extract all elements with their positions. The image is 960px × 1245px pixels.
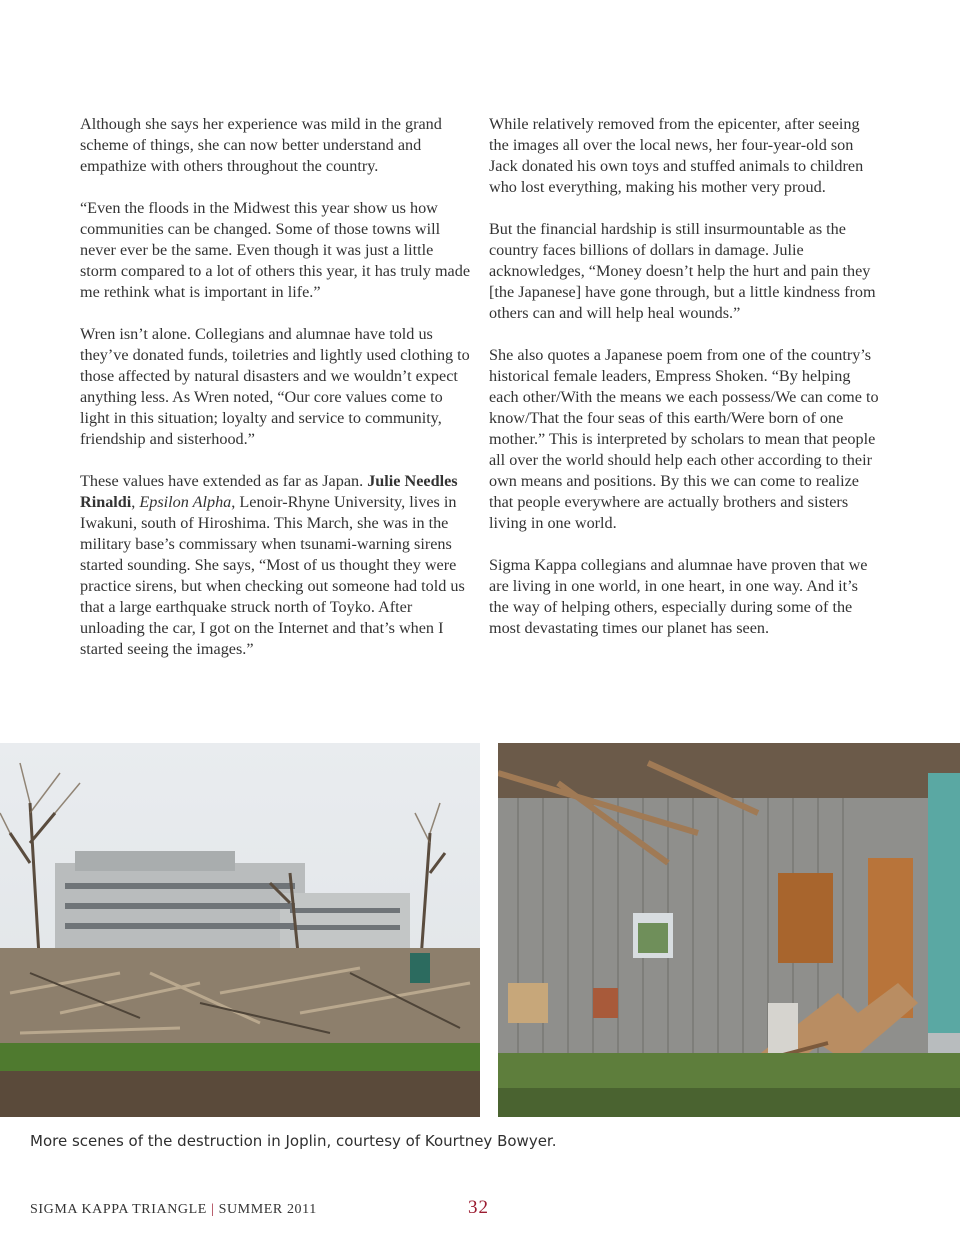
member-name: Julie Needles Rinaldi xyxy=(80,472,458,511)
paragraph: “Even the floods in the Midwest this year show us how communities can be changed. Some of those towns will never ever be the same. Even though it was just a little storm compared to a lot of others this year, it has truly made me rethink what is important in life.” xyxy=(80,199,471,301)
paragraph: Sigma Kappa collegians and alumnae have proven that we are living in one world, in one heart, in one way. And it’s the way of helping others, especially during some of the most devastating times our planet has seen. xyxy=(489,556,868,637)
photo-caption: More scenes of the destruction in Joplin, courtesy of Kourtney Bowyer. xyxy=(30,1132,557,1150)
paragraph xyxy=(80,471,472,660)
debris-building-image xyxy=(0,743,480,1117)
publication-name: SIGMA KAPPA TRIANGLE xyxy=(30,1202,207,1217)
punctuation: , xyxy=(131,493,140,511)
paragraph-intro: These values have extended as far as Japan. xyxy=(80,472,368,490)
article-column-left xyxy=(80,114,472,681)
footer-separator: | xyxy=(211,1202,215,1217)
chapter-name: Epsilon Alpha xyxy=(139,493,232,511)
page-number: 32 xyxy=(468,1197,489,1218)
page-footer xyxy=(30,1202,317,1218)
paragraph: But the financial hardship is still insurmountable as the country faces billions of dollars in damage. Julie acknowledges, “Money doesn’t help the hurt and pain they [the Japanese] have gone through, but a little kindness from others can and will help heal wounds.” xyxy=(489,220,876,322)
article-column-right xyxy=(489,114,881,660)
photo-destroyed-house-interior xyxy=(498,743,960,1117)
paragraph: Although she says her experience was mild in the grand scheme of things, she can now better understand and empathize with others throughout the country. xyxy=(80,115,442,175)
photo-debris-building xyxy=(0,743,480,1117)
paragraph: She also quotes a Japanese poem from one of the country’s historical female leaders, Empress Shoken. “By helping each other/With the means we each possess/We can come to know/That the four seas of this earth/Were born of one mother.” This is interpreted by scholars to mean that people all over the world should help each other according to their own means and positions. By this we can come to realize that people everywhere are actually brothers and sisters living in one world. xyxy=(489,346,879,532)
paragraph-rest: , Lenoir-Rhyne University, lives in Iwakuni, south of Hiroshima. This March, she was in the military base’s commissary when tsunami-warning sirens started sounding. She says, “Most of us thought they were practice sirens, but when checking out someone had told us that a large earthquake struck north of Toyko. After unloading the car, I got on the Internet and that’s when I started seeing the images.” xyxy=(80,493,465,658)
paragraph: Wren isn’t alone. Collegians and alumnae have told us they’ve donated funds, toiletries and lightly used clothing to those affected by natural disasters and we wouldn’t expect anything less. As Wren noted, “Our core values come to light in this situation; loyalty and service to community, friendship and sisterhood.” xyxy=(80,325,470,448)
issue-label: SUMMER 2011 xyxy=(218,1202,317,1217)
paragraph: While relatively removed from the epicenter, after seeing the images all over the local news, her four-year-old son Jack donated his own toys and stuffed animals to children who lost everything, making his mother very proud. xyxy=(489,115,864,196)
destroyed-house-image xyxy=(498,743,960,1117)
